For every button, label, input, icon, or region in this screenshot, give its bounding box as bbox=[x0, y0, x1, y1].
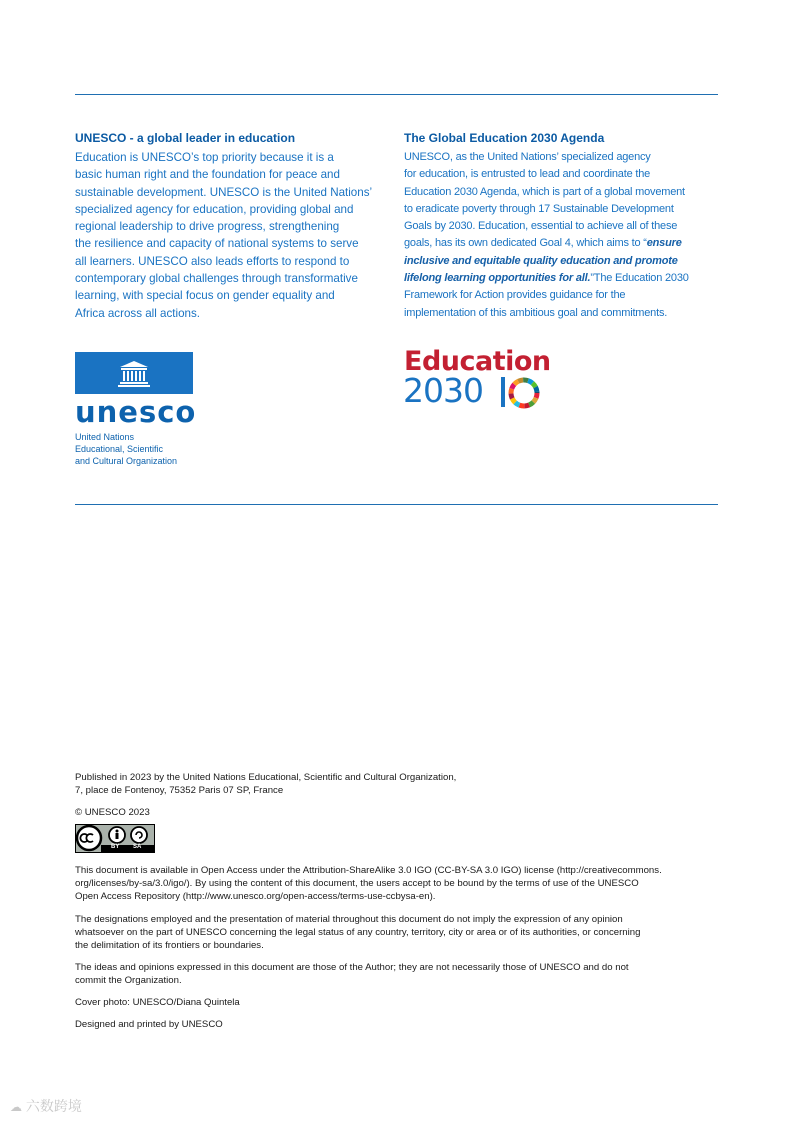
text-line: to eradicate poverty through 17 Sustainable Development bbox=[404, 202, 674, 215]
cc-by-label: BY bbox=[111, 844, 120, 850]
bottom-divider bbox=[75, 504, 718, 505]
education-logo-word: Education bbox=[404, 346, 551, 377]
unesco-wordmark: unesco bbox=[75, 395, 197, 429]
text-line: Africa across all actions. bbox=[75, 306, 201, 320]
license-line: This document is available in Open Access under the Attribution-ShareAlike 3.0 IGO (CC-BY-SA 3.0 IGO) license (http://creativecommons. bbox=[75, 865, 662, 876]
text-line: specialized agency for education, providing global and bbox=[75, 202, 354, 216]
cover-photo-credit: Cover photo: UNESCO/Diana Quintela bbox=[75, 997, 240, 1008]
agenda-column bbox=[404, 131, 724, 322]
emphasis-text: inclusive and equitable quality education and promote bbox=[404, 254, 678, 267]
watermark-logo-icon: ☁ bbox=[10, 1100, 22, 1114]
designations-line: the delimitation of its frontiers or boundaries. bbox=[75, 940, 264, 951]
published-line: Published in 2023 by the United Nations Educational, Scientific and Cultural Organization, bbox=[75, 772, 457, 783]
designations-line: The designations employed and the presentation of material throughout this document do not imply the expression of any opinion bbox=[75, 914, 623, 925]
text-line: implementation of this ambitious goal and commitments. bbox=[404, 306, 668, 319]
subtitle-line: Educational, Scientific bbox=[75, 444, 164, 454]
text-line: basic human right and the foundation for peace and bbox=[75, 168, 340, 182]
text-line: for education, is entrusted to lead and coordinate the bbox=[404, 168, 651, 181]
top-divider bbox=[75, 94, 718, 95]
emphasis-text: lifelong learning opportunities for all. bbox=[404, 272, 591, 285]
temple-icon bbox=[75, 352, 193, 394]
watermark bbox=[10, 1096, 82, 1116]
license-text bbox=[75, 864, 725, 903]
opinions-text bbox=[75, 961, 725, 987]
subtitle-line: and Cultural Organization bbox=[75, 456, 178, 466]
text-line: contemporary global challenges through transformative bbox=[75, 272, 358, 286]
unesco-subtitle bbox=[75, 431, 177, 467]
text-line: Education is UNESCO’s top priority because it is a bbox=[75, 151, 334, 164]
text-line: UNESCO, as the United Nations’ specialized agency bbox=[404, 151, 651, 163]
text-line: sustainable development. UNESCO is the United Nations’ bbox=[75, 185, 373, 199]
text-line: Framework for Action provides guidance for the bbox=[404, 289, 626, 302]
text-line: Education 2030 Agenda, which is part of a global movement bbox=[404, 185, 685, 198]
column-text bbox=[75, 149, 395, 322]
designed-credit: Designed and printed by UNESCO bbox=[75, 1019, 223, 1030]
unesco-column bbox=[75, 131, 395, 322]
sdg-wheel-icon bbox=[500, 374, 540, 410]
column-text bbox=[404, 149, 724, 322]
designations-line: whatsoever on the part of UNESCO concerning the legal status of any country, territory, city or area or of its authorities, or concerning bbox=[75, 927, 641, 938]
subtitle-line: United Nations bbox=[75, 432, 135, 442]
column-heading: The Global Education 2030 Agenda bbox=[404, 131, 605, 145]
text-line: regional leadership to drive progress, strengthening bbox=[75, 220, 340, 234]
cc-license-badge bbox=[75, 824, 155, 853]
opinions-line: The ideas and opinions expressed in this document are those of the Author; they are not necessarily those of UNESCO and do not bbox=[75, 962, 629, 973]
emphasis-text: ensure bbox=[646, 237, 682, 250]
opinions-line: commit the Organization. bbox=[75, 975, 182, 986]
publication-info bbox=[75, 771, 725, 797]
copyright: © UNESCO 2023 bbox=[75, 807, 150, 818]
unesco-temple-logo bbox=[75, 352, 193, 394]
text-line: learning, with special focus on gender equality and bbox=[75, 289, 335, 303]
education-logo-year: 2030 bbox=[403, 371, 483, 410]
text-line: the resilience and capacity of national systems to serve bbox=[75, 237, 359, 251]
text-line: all learners. UNESCO also leads efforts to respond to bbox=[75, 254, 350, 268]
column-heading: UNESCO - a global leader in education bbox=[75, 131, 296, 145]
license-line: Open Access Repository (http://www.unesco.org/open-access/terms-use-ccbysa-en). bbox=[75, 891, 436, 902]
published-line: 7, place de Fontenoy, 75352 Paris 07 SP, France bbox=[75, 785, 284, 796]
designations-text bbox=[75, 913, 725, 952]
license-line: org/licenses/by-sa/3.0/igo/). By using the content of this document, the users accept to be bound by the terms of use of the UNESCO bbox=[75, 878, 639, 889]
cc-sa-label: SA bbox=[133, 844, 142, 850]
watermark-text: 六数跨境 bbox=[25, 1098, 82, 1114]
text-line: ”The Education 2030 bbox=[590, 272, 689, 285]
text-line: Goals by 2030. Education, essential to achieve all of these bbox=[404, 220, 678, 233]
text-line: goals, has its own dedicated Goal 4, which aims to “ bbox=[404, 237, 647, 250]
